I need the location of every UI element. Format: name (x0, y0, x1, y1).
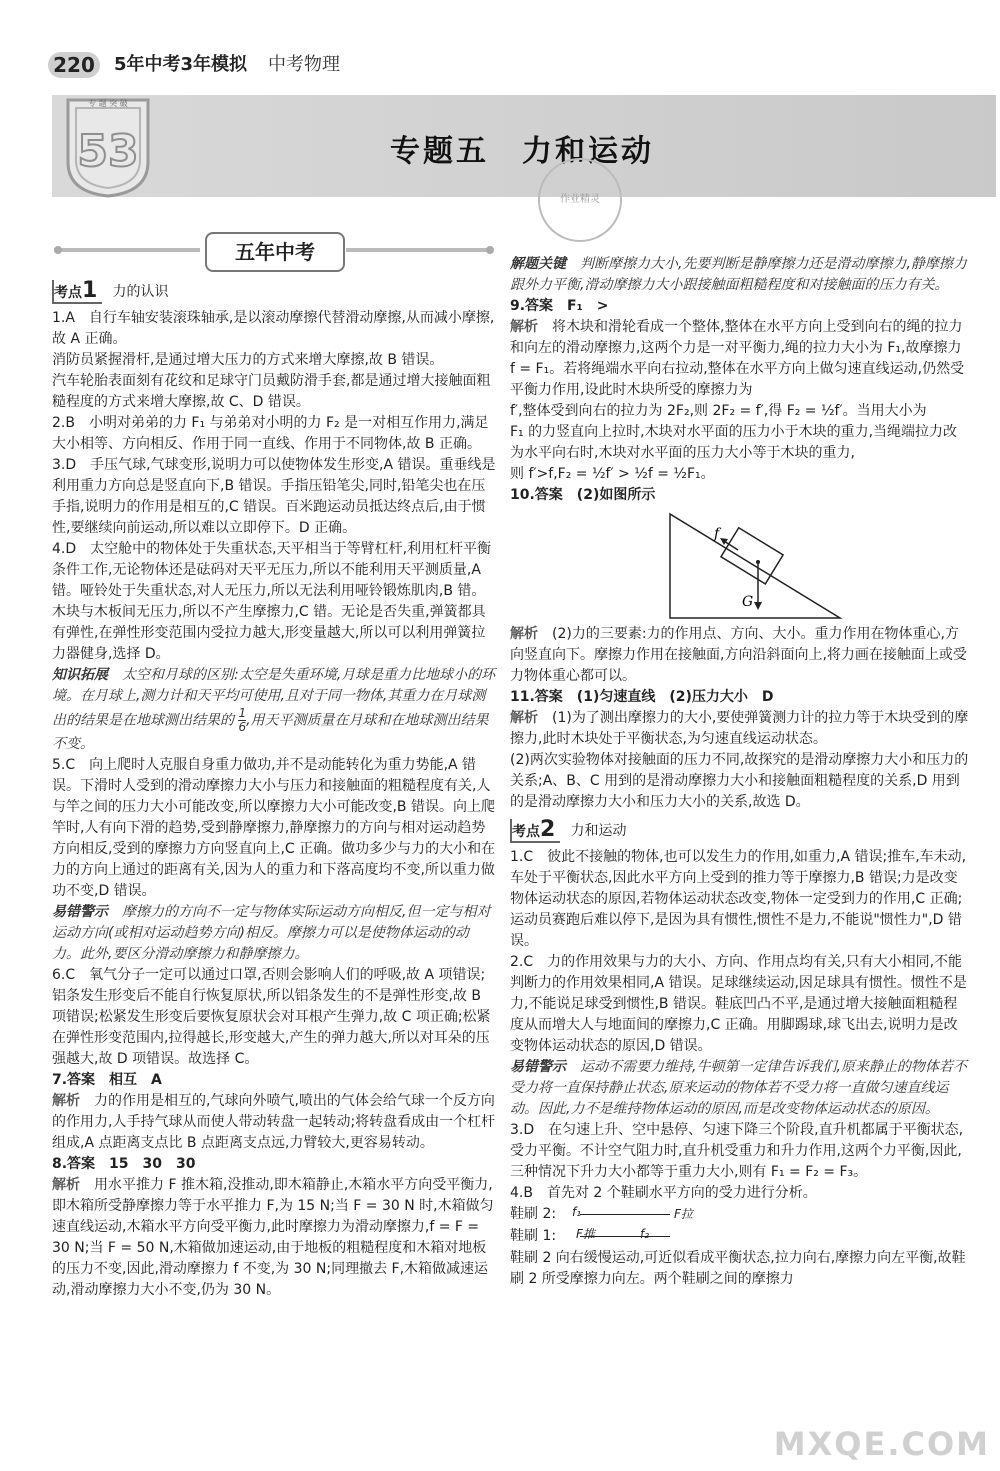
answer-1-b: 消防员紧握滑杆,是通过增大压力的方式来增大摩擦,故 B 错误。 (52, 352, 444, 368)
fraction-denominator: 6 (238, 720, 247, 734)
right-column (510, 254, 970, 1290)
section-title: 五年中考 (205, 232, 345, 272)
kaodian-badge: 考点1 (52, 280, 102, 304)
answer-r4-end: 鞋刷 2 向右缓慢运动,可近似看成平衡状态,拉力向右,摩擦力向左平衡,故鞋刷 2 所受摩擦力向左。两个鞋刷之间的摩擦力 (510, 1250, 966, 1287)
logo-number: 53 (77, 126, 139, 177)
answer-9-head: 9.答案 F₁ > (510, 298, 609, 314)
kaodian-1-header (52, 280, 496, 304)
answer-7-head: 7.答案 相互 A (52, 1072, 162, 1088)
answer-9-b: f′,整体受到向右的拉力为 2F₂,则 2F₂ = f′,得 F₂ = ½f′。当用大小为 (510, 403, 927, 419)
answer-r2: 2.C 力的作用效果与力的大小、方向、作用点均有关,只有大小相同,不能判断力的作用效果相同,A 错误。足球继续运动,因足球具有惯性。惯性不是力,不能说足球受到惯性,B 错误。鞋底凹凸不平,是通过增大接触面粗糙程度从而增大人与地面间的摩擦力,C 正确。用脚踢球,球飞出去,说明力是改变物体运动状态的原因,D 错误。 (510, 954, 967, 1054)
answer-r3: 3.D 在匀速上升、空中悬停、匀速下降三个阶段,直升机都属于平衡状态,受力平衡。不计空气阻力时,直升机受重力和升力作用,这两个力平衡,因此,三种情况下升力大小都等于重力大小,则有 F₁ = F₂ = F₃。 (510, 1122, 964, 1180)
answer-6: 6.C 氧气分子一定可以通过口罩,否则会影响人们的呼吸,故 A 项错误;铝条发生形变后不能自行恢复原状,所以铝条发生的不是弹性形变,故 B 项错误;松紧发生形变后要恢复原状会对耳根产生弹力,故 C 项正确;松紧在弹性形变范围内,拉得越长,形变越大,产生的弹力越大,所以对耳朵的压强越大,故 D 项错误。故选择 C。 (52, 967, 491, 1067)
answer-1-c: 汽车轮胎表面刻有花纹和足球守门员戴防滑手套,都是通过增大接触面粗糙程度的方式来增大摩擦,故 C、D 错误。 (52, 373, 491, 410)
answer-3: 3.D 手压气球,气球变形,说明力可以使物体发生形变,A 错误。重垂线是利用重力方向总是竖直向下,B 错误。手指压铅笔尖,同时,铅笔尖也在压手指,说明力的作用是相互的,C 错误。百米跑运动员抵达终点后,由于惯性,要继续向前运动,所以难以立即停下。D 正确。 (52, 457, 496, 536)
answer-10-head: 10.答案 (2)如图所示 (510, 487, 656, 503)
error-warning-5: 易错警示 摩擦力的方向不一定与物体实际运动方向相反,但一定与相对运动方向(或相对运动趋势方向)相反。摩擦力可以是使物体运动的动力。此外,要区分滑动摩擦力和静摩擦力。 (52, 904, 491, 962)
divider-dot (54, 246, 62, 254)
answer-11-b: (2)两次实验物体对接触面的压力不同,故探究的是滑动摩擦力大小和压力的关系;A、B、C 用到的是滑动摩擦力大小和接触面粗糙程度的关系,D 用到的是滑动摩擦力大小和压力大小的关系,故选 D。 (510, 752, 969, 810)
brush2-pull: F拉 (674, 1207, 693, 1221)
knowledge-extension: 知识拓展 太空和月球的区别:太空是失重环境,月球是重力比地球小的环境。在月球上,测力计和天平均可使用,且对于同一物体,其重力在月球测出的结果是在地球测出结果的 $\frac{1}{6}$ ,用天平测质量在月球和在地球测出结果不变。 (52, 667, 496, 752)
book-name: 5年中考3年模拟 (114, 54, 248, 75)
answer-1-a: 1.A 自行车轴安装滚珠轴承,是以滚动摩擦代替滑动摩擦,从而减小摩擦,故 A 正确。 (52, 310, 495, 347)
left-column (52, 280, 496, 1301)
kaodian-2-header (510, 819, 970, 843)
gravity-label: G (742, 594, 754, 610)
answer-r1: 1.C 彼此不接触的物体,也可以发生力的作用,如重力,A 错误;推车,车未动,车处于平衡状态,因此水平方向上受到的推力等于摩擦力,B 错误;力是改变物体运动状态的原因,若物体运动状态改变,物体一定受到力的作用,C 正确;运动员赛跑后难以停下,是因为具有惯性,惯性不是力,不能说"惯性力",D 错误。 (510, 849, 967, 949)
logo-top-text: 专 题 突 破 (88, 99, 128, 108)
answer-4: 4.D 太空舱中的物体处于失重状态,天平相当于等臂杠杆,利用杠杆平衡条件工作,无论物体还是砝码对天平无压力,所以不能利用天平测质量,A 错。哑铃处于失重状态,对人无压力,所以无法利用哑铃锻炼肌肉,B 错。木块与木板间无压力,所以不产生摩擦力,C 错。无论是否失重,弹簧都具有弹性,在弹性形变范围内受拉力越大,形变量越大,所以可以利用弹簧拉力器健身,选择 D。 (52, 541, 492, 662)
answer-r4: 4.B 首先对 2 个鞋刷水平方向的受力进行分析。 (510, 1185, 817, 1201)
brush1-push: F推 (576, 1227, 595, 1241)
fraction-numerator: 1 (238, 706, 247, 720)
friction-label: f (714, 526, 720, 542)
incline-force-diagram (510, 506, 970, 624)
answer-11-head: 11.答案 (1)匀速直线 (2)压力大小 D (510, 689, 774, 705)
subject-label: 中考物理 (268, 54, 340, 75)
section-divider-right (346, 248, 492, 252)
answer-8-explain: 解析 用水平推力 F 推木箱,没推动,即木箱静止,木箱水平方向受平衡力,即木箱所受静摩擦力等于水平推力 F,为 15 N;当 F = 30 N 时,木箱做匀速直线运动,木箱水平方向受平衡力,此时摩擦力为滑动摩擦力,f = F = 30 N;当 F = 50 N,木箱做加速运动,由于地板的粗糙程度和木箱对地板的压力不变,因此,滑动摩擦力 f 不变,为 30 N;同理撤去 F,木箱做减速运动,滑动摩擦力大小不变,仍为 30 N。 (52, 1177, 494, 1298)
stamp (538, 158, 622, 242)
solution-key: 解题关键 判断摩擦力大小,先要判断是静摩擦力还是滑动摩擦力,静摩擦力跟外力平衡,滑动摩擦力大小跟接触面粗糙程度和对接触面的压力有关。 (510, 256, 967, 293)
answer-7-explain: 解析 力的作用是相互的,气球向外喷气,喷出的气体会给气球一个反方向的作用力,人手持气球从而使人带动转盘一起转动;将转盘看成由一个杠杆组成,A 点距离支点比 B 点距离支点远,力臂较大,更容易转动。 (52, 1093, 496, 1151)
error-warning-r2: 易错警示 运动不需要力维持,牛顿第一定律告诉我们,原来静止的物体若不受力将一直保持静止状态,原来运动的物体若不受力将一直做匀速直线运动。因此,力不是维持物体运动的原因,而是改变物体运动状态的原因。 (510, 1059, 967, 1117)
answer-2: 2.B 小明对弟弟的力 F₁ 与弟弟对小明的力 F₂ 是一对相互作用力,满足大小相等、方向相反、作用于同一直线、作用于不同物体,故 B 正确。 (52, 415, 489, 452)
block (721, 528, 783, 584)
divider-dot (486, 246, 494, 254)
page-number: 220 (48, 52, 100, 78)
brush2-friction: f₁ (572, 1205, 582, 1219)
answer-11-explain: 解析 (1)为了测出摩擦力的大小,要使弹簧测力计的拉力等于木块受到的摩擦力,此时木块处于平衡状态,为匀速直线运动状态。 (510, 710, 969, 747)
brush-2-forces: 鞋刷 2: f₁ F拉 (510, 1204, 970, 1226)
logo-53-icon (62, 92, 154, 198)
topic-title: 专题五 力和运动 (390, 134, 654, 169)
stamp-text: 作业精灵 (560, 194, 600, 205)
section-divider-left (54, 248, 200, 252)
answer-8-head: 8.答案 15 30 30 (52, 1156, 196, 1172)
answer-9-c: F₁ 的力竖直向上拉时,木块对水平面的压力小于木块的重力,当绳端拉力改为水平向右时,木块对水平面的压力大小等于木块的重力, (510, 424, 958, 461)
answer-9-d: 则 f′>f,F₂ = ½f′ > ½f = ½F₁。 (510, 466, 715, 482)
brush-1-forces: 鞋刷 1: F推 f₂ (510, 1226, 970, 1248)
kaodian-title: 力的认识 (112, 284, 169, 300)
watermark: MXQE.COM (773, 1425, 990, 1463)
kaodian-title: 力和运动 (570, 823, 627, 839)
kaodian-badge: 考点2 (510, 819, 560, 843)
brush1-friction: f₂ (640, 1227, 650, 1241)
answer-9-explain: 解析 将木块和滑轮看成一个整体,整体在水平方向上受到向右的绳的拉力和向左的滑动摩擦力,这两个力是一对平衡力,绳的拉力大小为 F₁,故摩擦力 f = F₁。若将绳端水平向右拉动,整体在水平方向上做匀速直线运动,仍然受平衡力作用,设此时木块所受的摩擦力为 (510, 319, 965, 398)
answer-5: 5.C 向上爬时人克服自身重力做功,并不是动能转化为重力势能,A 错误。下滑时人受到的滑动摩擦力大小与压力和接触面的粗糙程度有关,人与竿之间的压力大小可能改变,所以摩擦力大小可能改变,B 错误。向上爬竿时,人有向下滑的趋势,受到静摩擦力,静摩擦力的方向与相对运动趋势方向相反,受到的摩擦力方向竖直向上,C 正确。做功多少与力的大小和在力的方向上通过的距离有关,因为人的重力和下落高度均不变,所以重力做功不变,D 错误。 (52, 757, 496, 899)
answer-10-explain: 解析 (2)力的三要素:力的作用点、方向、大小。重力作用在物体重心,方向竖直向下。摩擦力作用在接触面,方向沿斜面向上,将力画在接触面上或受力物体重心都可以。 (510, 626, 967, 684)
